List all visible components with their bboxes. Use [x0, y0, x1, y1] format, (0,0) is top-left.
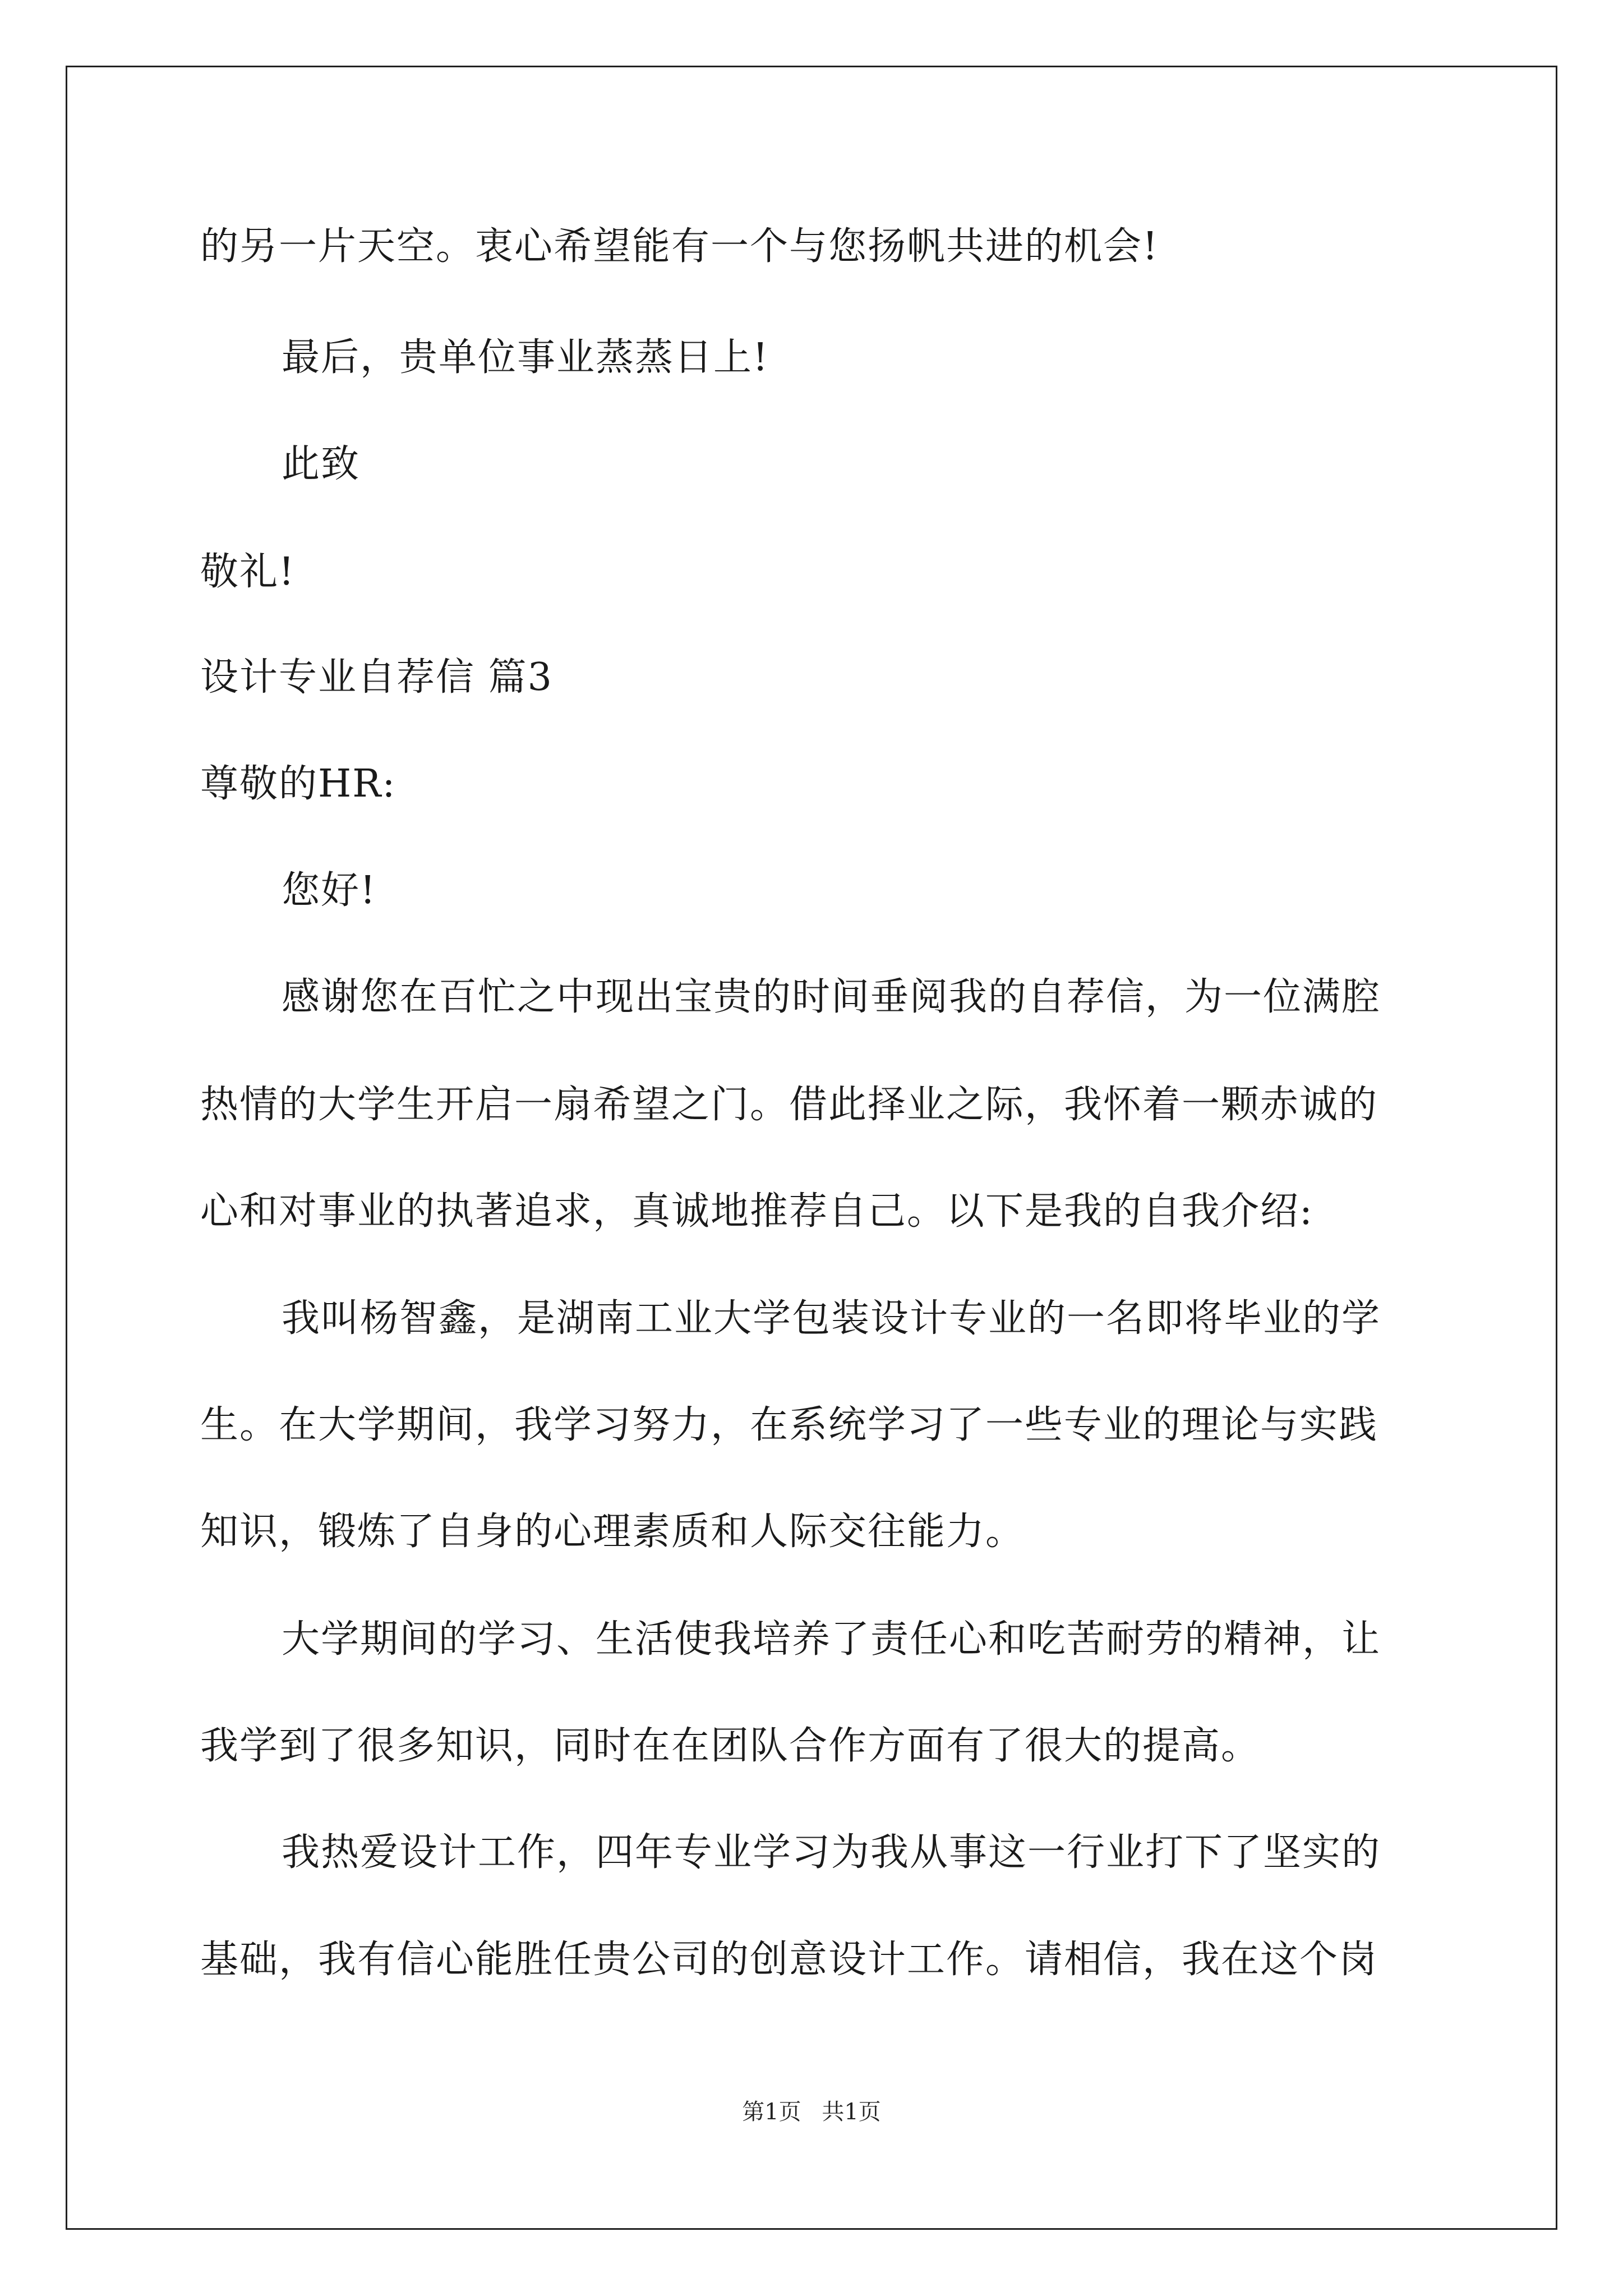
text-line: 最后，贵单位事业蒸蒸日上!	[282, 335, 769, 380]
text-line: 心和对事业的执著追求，真诚地推荐自己。以下是我的自我介绍:	[200, 1189, 1313, 1234]
page-total: 共1页	[822, 2099, 881, 2125]
text-line: 的另一片天空。衷心希望能有一个与您扬帆共进的机会!	[200, 224, 1159, 269]
salutation: 尊敬的HR:	[200, 762, 396, 806]
text-line: 您好!	[282, 868, 377, 913]
page-footer	[0, 2098, 1623, 2126]
text-line: 基础，我有信心能胜任贵公司的创意设计工作。请相信，我在这个岗	[200, 1938, 1378, 1982]
text-line: 此致	[282, 442, 361, 486]
text-line: 我学到了很多知识，同时在在团队合作方面有了很大的提高。	[200, 1724, 1261, 1768]
text-line: 我叫杨智鑫，是湖南工业大学包装设计专业的一名即将毕业的学	[282, 1296, 1381, 1341]
text-line: 热情的大学生开启一扇希望之门。借此择业之际，我怀着一颗赤诚的	[200, 1083, 1378, 1127]
text-line: 知识，锻炼了自身的心理素质和人际交往能力。	[200, 1510, 1025, 1554]
section-heading: 设计专业自荐信 篇3	[200, 655, 553, 700]
text-line: 大学期间的学习、生活使我培养了责任心和吃苦耐劳的精神，让	[282, 1617, 1381, 1662]
text-line: 生。在大学期间，我学习努力，在系统学习了一些专业的理论与实践	[200, 1403, 1378, 1447]
text-line: 敬礼!	[200, 550, 296, 594]
page-number: 第1页	[742, 2099, 801, 2125]
text-line: 我热爱设计工作，四年专业学习为我从事这一行业打下了坚实的	[282, 1830, 1381, 1875]
text-line: 感谢您在百忙之中现出宝贵的时间垂阅我的自荐信，为一位满腔	[282, 975, 1381, 1019]
page-border	[66, 66, 1557, 2230]
